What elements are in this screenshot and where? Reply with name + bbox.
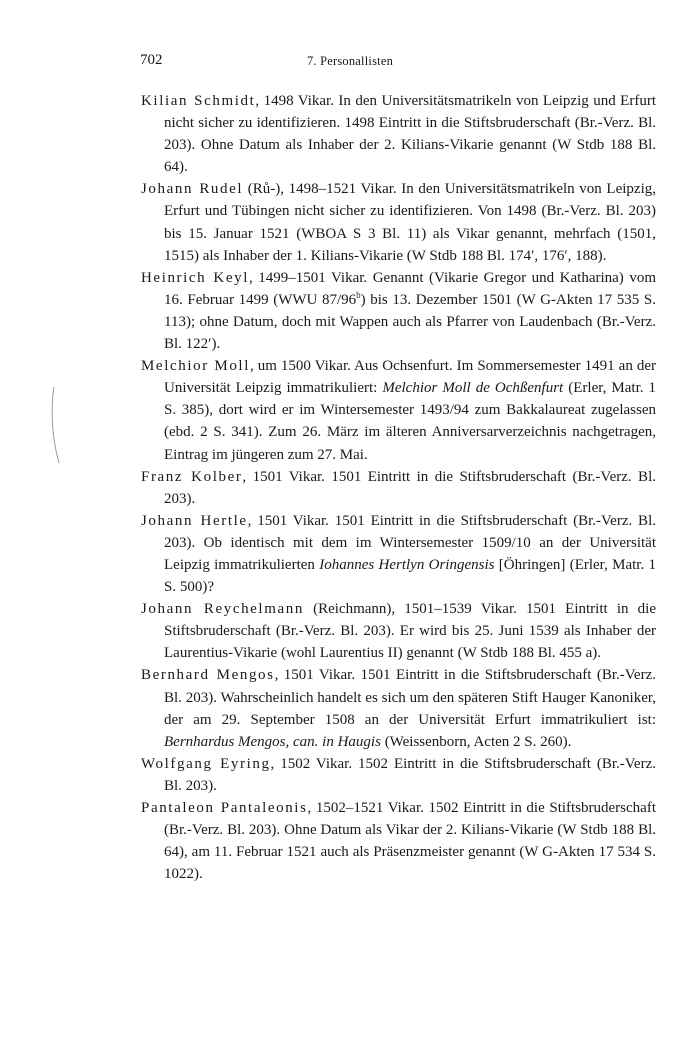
person-name: Kilian Schmidt: [141, 93, 256, 109]
entry-text: , 1502 Vikar. 1502 Eintritt in die Stiftsbruderschaft (Br.-Verz. Bl. 203).: [164, 755, 656, 794]
latin-quotation: Iohannes Hertlyn Oringensis: [319, 556, 495, 573]
person-name: Johann Rudel: [141, 181, 244, 198]
entry-text: (Rů-), 1498–1521 Vikar. In den Universitätsmatrikeln von Leipzig, Erfurt und Tübingen nicht sicher zu identifizieren. Von 1498 (Br.-Verz. Bl. 203) bis 15. Januar 1521 (WBOA S 3 Bl. 11) als Vikar genannt, mehrfach (1501, 1515) als Inhaber der 1. Kilians-Vikarie (W Stdb 188 Bl. 174′, 176′, 188).: [164, 181, 656, 264]
person-entry: [141, 90, 656, 178]
margin-pencil-mark: [45, 385, 63, 465]
person-name: Pantaleon Pantaleonis: [141, 800, 308, 816]
running-head: 7. Personallisten: [306, 54, 394, 68]
entry-list: [141, 90, 656, 885]
entry-text: , 1499–1501 Vikar. Genannt (Vikarie Gregor und Katharina) vom 16. Februar 1499 (WWU 87/96: [164, 269, 656, 308]
entry-text: , um 1500 Vikar. Aus Ochsenfurt. Im Sommersemester 1491 an der Universität Leipzig immatrikuliert:: [164, 358, 656, 397]
person-name: Franz Kolber: [141, 468, 243, 485]
person-entry: [141, 753, 656, 797]
person-entry: [141, 355, 656, 465]
person-entry: [141, 466, 656, 510]
entry-text: , 1501 Vikar. 1501 Eintritt in die Stiftsbruderschaft (Br.-Verz. Bl. 203).: [164, 468, 656, 507]
superscript: b: [356, 289, 361, 300]
latin-quotation: Melchior Moll de Ochßenfurt: [382, 380, 564, 397]
person-name: Wolfgang Eyring: [141, 755, 271, 772]
entry-text: (Erler, Matr. 1 S. 385), dort wird er im Wintersemester 1493/94 zum Bakkalaureat zugelassen (ebd. 2 S. 341). Zum 26. März im älteren Anniversarverzeichnis nachgetragen, Eintrag im jüngeren zum 27. Mai.: [164, 380, 657, 463]
entry-text: , 1498 Vikar. In den Universitätsmatrikeln von Leipzig und Erfurt nicht sicher zu identifizieren. 1498 Eintritt in die Stiftsbruderschaft (Br.-Verz. Bl. 203). Ohne Datum als Inhaber der 2. Kilians-Vikarie genannt (W Stdb 188 Bl. 64).: [164, 93, 656, 176]
person-entry: [141, 267, 656, 355]
person-name: Melchior Moll: [141, 358, 250, 375]
person-name: Johann Reychelmann: [141, 601, 304, 618]
entry-text: ) bis 13. Dezember 1501 (W G-Akten 17 535 S. 113); ohne Datum, doch mit Wappen auch als Pfarrer von Laudenbach (Br.-Verz. Bl. 122′).: [164, 291, 656, 353]
person-entry: [141, 178, 656, 266]
person-entry: [141, 797, 656, 885]
entry-text: , 1502–1521 Vikar. 1502 Eintritt in die Stiftsbruderschaft (Br.-Verz. Bl. 203). Ohne Datum als Vikar der 2. Kilians-Vikarie (W Stdb 188 Bl. 64), am 11. Februar 1521 auch als Präsenzmeister genannt (W G-Akten 17 534 S. 1022).: [164, 800, 656, 883]
page-number: 702: [140, 52, 163, 68]
entry-text: (Reichmann), 1501–1539 Vikar. 1501 Eintritt in die Stiftsbruderschaft (Br.-Verz. Bl. 203). Er wird bis 25. Juni 1539 als Inhaber der Laurentius-Vikarie (wohl Laurentius II) genannt (W Stdb 188 Bl. 455 a).: [164, 601, 656, 662]
entry-text: , 1501 Vikar. 1501 Eintritt in die Stiftsbruderschaft (Br.-Verz. Bl. 203). Wahrscheinlich handelt es sich um den späteren Stift Hauger Kanoniker, der am 29. September 1508 an der Universität Erfurt immatrikuliert ist:: [164, 667, 656, 728]
latin-quotation: Bernhardus Mengos, can. in Haugis: [164, 733, 381, 750]
person-name: Johann Hertle: [141, 512, 248, 529]
entry-text: , 1501 Vikar. 1501 Eintritt in die Stiftsbruderschaft (Br.-Verz. Bl. 203). Ob identisch mit dem im Wintersemester 1509/10 an der Universität Leipzig immatrikulierten: [164, 512, 656, 573]
entry-text: (Weissenborn, Acten 2 S. 260).: [380, 733, 572, 750]
person-name: Heinrich Keyl: [141, 269, 249, 286]
person-entry: [141, 510, 656, 598]
person-entry: [141, 598, 656, 664]
person-name: Bernhard Mengos: [141, 667, 275, 684]
entry-text: [Öhringen] (Erler, Matr. 1 S. 500)?: [164, 556, 656, 596]
person-entry: [141, 664, 656, 752]
